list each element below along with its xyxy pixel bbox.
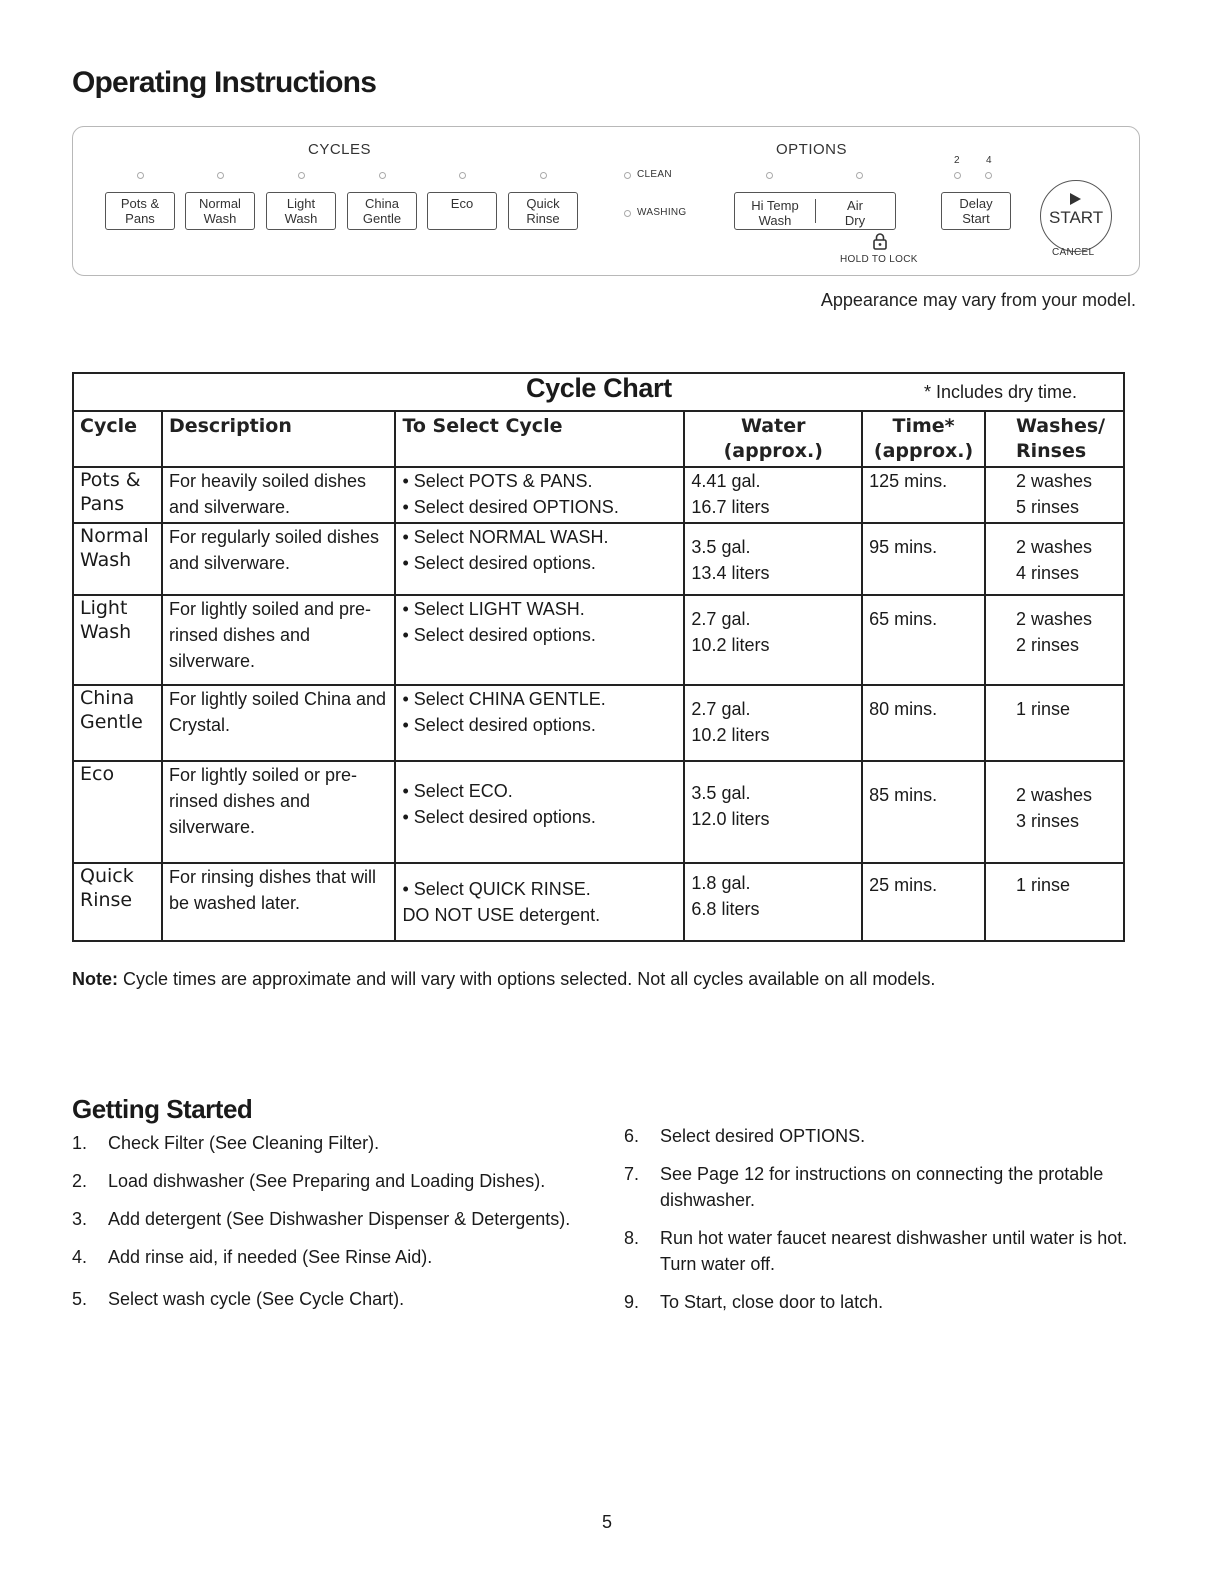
cycle-led: [459, 172, 466, 179]
table-row: [73, 685, 1124, 761]
header-cycle: Cycle: [73, 411, 162, 467]
hi-temp-label-1: Hi Temp: [751, 197, 799, 213]
rinses-value: 5 rinses: [1016, 497, 1080, 517]
air-dry-label-1: Air: [847, 197, 863, 213]
step-text: Check Filter (See Cleaning Filter).: [108, 1133, 380, 1153]
step-number: 4.: [72, 1247, 88, 1267]
water-liters: 10.2 liters: [691, 725, 770, 745]
normal-wash-label-1: Normal: [199, 196, 241, 211]
getting-started-title: Getting Started: [72, 1094, 253, 1124]
pots-pans-label-1: Pots &: [120, 196, 160, 211]
table-row: [73, 595, 1124, 685]
water-cell: [684, 685, 862, 761]
washes-rinses-cell: [985, 863, 1124, 941]
header-description: Description: [162, 411, 395, 467]
cycle-name-1: Quick: [80, 865, 134, 887]
pots-pans-label-2: Pans: [125, 211, 155, 226]
table-row: [73, 467, 1124, 523]
select-step-1: • Select CHINA GENTLE.: [402, 689, 606, 709]
quick-rinse-label-2: Rinse: [526, 211, 560, 226]
washes-value: 1 rinse: [1016, 699, 1071, 719]
water-gal: 2.7 gal.: [691, 699, 751, 719]
china-gentle-button[interactable]: [347, 192, 417, 230]
options-label: OPTIONS: [776, 141, 848, 158]
delay-led: [954, 172, 961, 179]
hi-temp-label-2: Wash: [758, 212, 792, 228]
cycle-led: [137, 172, 144, 179]
delay-2-label: 2: [954, 155, 960, 166]
table-row: [73, 761, 1124, 863]
clean-indicator-label: CLEAN: [637, 169, 672, 180]
select-step-2: • Select desired OPTIONS.: [402, 497, 619, 517]
washes-value: 2 washes: [1016, 609, 1093, 629]
header-rinses: Rinses: [1016, 440, 1087, 462]
cycle-name-1: Normal: [80, 525, 149, 547]
step-number: 1.: [72, 1133, 88, 1153]
light-wash-label-1: Light: [286, 196, 316, 211]
list-item: [624, 1289, 1149, 1315]
step-text: Add detergent (See Dishwasher Dispenser & Detergents).: [108, 1209, 571, 1229]
header-washes: Washes/: [1016, 415, 1106, 437]
step-text: Run hot water faucet nearest dishwasher until water is hot. Turn water off.: [660, 1228, 1128, 1274]
select-step-2: • Select desired options.: [402, 715, 596, 735]
delay-label-2: Start: [962, 211, 990, 226]
washes-value: 2 washes: [1016, 537, 1093, 557]
select-cell: [395, 467, 684, 523]
start-label: START: [1049, 208, 1104, 227]
rinses-value: 2 rinses: [1016, 635, 1080, 655]
washes-value: 1 rinse: [1016, 875, 1071, 895]
header-select: To Select Cycle: [395, 411, 684, 467]
description-cell: For heavily soiled dishes and silverware.: [162, 467, 395, 523]
eco-label: Eco: [450, 196, 474, 211]
china-gentle-label-1: China: [365, 196, 399, 211]
normal-wash-button[interactable]: [185, 192, 255, 230]
select-cell: [395, 685, 684, 761]
washes-rinses-cell: [985, 685, 1124, 761]
cycle-led: [540, 172, 547, 179]
header-water-1: Water: [741, 415, 806, 437]
time-cell: 95 mins.: [862, 523, 985, 595]
cycle-led: [217, 172, 224, 179]
select-step-1: • Select ECO.: [402, 781, 513, 801]
appearance-note: Appearance may vary from your model.: [820, 290, 1136, 310]
list-item: [72, 1206, 582, 1232]
cycle-name-2: Rinse: [80, 889, 133, 911]
washes-rinses-cell: [985, 523, 1124, 595]
description-cell: For rinsing dishes that will be washed later.: [162, 863, 395, 941]
water-liters: 6.8 liters: [691, 899, 760, 919]
select-cell: [395, 523, 684, 595]
hold-to-lock-label: HOLD TO LOCK: [840, 254, 918, 265]
step-text: To Start, close door to latch.: [660, 1292, 884, 1312]
water-gal: 3.5 gal.: [691, 537, 751, 557]
cycle-led: [379, 172, 386, 179]
cycle-name-2: Wash: [80, 621, 132, 643]
step-number: 5.: [72, 1289, 88, 1309]
hitemp-airdry-button-pair: [734, 192, 896, 230]
note-label: Note:: [72, 969, 118, 989]
light-wash-button[interactable]: [266, 192, 336, 230]
steps-list-right: [624, 1123, 1149, 1315]
washing-indicator-label: WASHING: [637, 207, 687, 218]
delay-label-1: Delay: [959, 196, 993, 211]
dry-time-note: * Includes dry time.: [924, 382, 1078, 402]
time-cell: 25 mins.: [862, 863, 985, 941]
cycle-name-cell: [73, 467, 162, 523]
china-gentle-label-2: Gentle: [362, 211, 402, 226]
note-text: Cycle times are approximate and will vary with options selected. Not all cycles available on all models.: [123, 969, 936, 989]
air-dry-label-2: Dry: [844, 212, 866, 228]
water-liters: 16.7 liters: [691, 497, 770, 517]
steps-list-left: [72, 1130, 582, 1312]
header-time-2: (approx.): [873, 440, 974, 462]
rinses-value: 4 rinses: [1016, 563, 1080, 583]
table-row: [73, 523, 1124, 595]
washing-led: [624, 210, 631, 217]
cycle-name-cell: [73, 523, 162, 595]
step-text: Add rinse aid, if needed (See Rinse Aid).: [108, 1247, 433, 1267]
delay-start-button[interactable]: [941, 192, 1011, 230]
list-item: [72, 1168, 582, 1194]
step-text: Select wash cycle (See Cycle Chart).: [108, 1289, 405, 1309]
cycle-name-1: Pots &: [80, 469, 141, 491]
cycle-name-1: Light: [80, 597, 128, 619]
air-dry-button[interactable]: [815, 195, 895, 228]
cycle-led: [298, 172, 305, 179]
step-number: 6.: [624, 1126, 640, 1146]
cycle-name-cell: [73, 685, 162, 761]
cycles-label: CYCLES: [308, 141, 372, 158]
washes-rinses-cell: [985, 595, 1124, 685]
header-water: [684, 411, 862, 467]
header-time: [862, 411, 985, 467]
cycle-chart-table: [72, 372, 1125, 942]
table-body: [73, 467, 1124, 941]
table-row: [73, 863, 1124, 941]
time-cell: 85 mins.: [862, 761, 985, 863]
select-step-2: DO NOT USE detergent.: [402, 905, 601, 925]
cycle-name-cell: [73, 761, 162, 863]
select-step-2: • Select desired options.: [402, 625, 596, 645]
hi-temp-wash-button[interactable]: [735, 195, 815, 228]
water-gal: 2.7 gal.: [691, 609, 751, 629]
select-step-1: • Select NORMAL WASH.: [402, 527, 609, 547]
washes-value: 2 washes: [1016, 785, 1093, 805]
list-item: [72, 1130, 582, 1156]
water-cell: [684, 761, 862, 863]
description-cell: For lightly soiled and pre-rinsed dishes and silverware.: [162, 595, 395, 685]
cycle-name-2: Gentle: [80, 711, 143, 733]
water-cell: [684, 595, 862, 685]
select-cell: [395, 595, 684, 685]
water-cell: [684, 523, 862, 595]
eco-button[interactable]: [427, 192, 497, 230]
select-step-1: • Select LIGHT WASH.: [402, 599, 585, 619]
list-item: [624, 1161, 1149, 1213]
select-step-2: • Select desired options.: [402, 807, 596, 827]
water-gal: 1.8 gal.: [691, 873, 751, 893]
list-item: [624, 1225, 1149, 1277]
cycle-name-2: Pans: [80, 493, 125, 515]
header-washes-rinses: [985, 411, 1124, 467]
cycle-name-1: China: [80, 687, 135, 709]
water-liters: 13.4 liters: [691, 563, 770, 583]
cycle-chart-title: Cycle Chart: [526, 373, 672, 403]
select-cell: [395, 761, 684, 863]
pots-pans-button[interactable]: [105, 192, 175, 230]
washes-value: 2 washes: [1016, 471, 1093, 491]
header-water-2: (approx.): [723, 440, 823, 462]
step-number: 7.: [624, 1164, 640, 1184]
time-cell: 125 mins.: [862, 467, 985, 523]
step-number: 9.: [624, 1292, 640, 1312]
clean-led: [624, 172, 631, 179]
select-cell: [395, 863, 684, 941]
time-cell: 65 mins.: [862, 595, 985, 685]
page-number: 5: [602, 1512, 613, 1532]
normal-wash-label-2: Wash: [203, 211, 237, 226]
step-text: Load dishwasher (See Preparing and Loading Dishes).: [108, 1171, 546, 1191]
step-number: 3.: [72, 1209, 88, 1229]
water-liters: 12.0 liters: [691, 809, 770, 829]
select-step-2: • Select desired options.: [402, 553, 596, 573]
cycle-name-cell: [73, 595, 162, 685]
list-item: [624, 1123, 1149, 1149]
time-cell: 80 mins.: [862, 685, 985, 761]
table-header-row: [73, 411, 1124, 467]
quick-rinse-label-1: Quick: [526, 196, 560, 211]
light-wash-label-2: Wash: [284, 211, 318, 226]
play-icon: [1068, 192, 1082, 206]
delay-led: [985, 172, 992, 179]
water-liters: 10.2 liters: [691, 635, 770, 655]
washes-rinses-cell: [985, 761, 1124, 863]
list-item: [72, 1286, 582, 1312]
washes-rinses-cell: [985, 467, 1124, 523]
header-time-1: Time*: [892, 415, 955, 437]
cycle-name-1: Eco: [80, 763, 115, 785]
lock-icon: [873, 233, 887, 250]
list-item: [72, 1244, 582, 1270]
step-text: Select desired OPTIONS.: [660, 1126, 866, 1146]
cycle-name-2: Wash: [80, 549, 132, 571]
option-led: [856, 172, 863, 179]
water-cell: [684, 467, 862, 523]
select-step-1: • Select POTS & PANS.: [402, 471, 593, 491]
page-title: Operating Instructions: [72, 66, 377, 99]
water-gal: 3.5 gal.: [691, 783, 751, 803]
step-number: 2.: [72, 1171, 88, 1191]
quick-rinse-button[interactable]: [508, 192, 578, 230]
option-led: [766, 172, 773, 179]
description-cell: For lightly soiled or pre-rinsed dishes and silverware.: [162, 761, 395, 863]
water-gal: 4.41 gal.: [691, 471, 761, 491]
button-divider: [815, 199, 816, 223]
select-step-1: • Select QUICK RINSE.: [402, 879, 591, 899]
water-cell: [684, 863, 862, 941]
description-cell: For regularly soiled dishes and silverware.: [162, 523, 395, 595]
rinses-value: 3 rinses: [1016, 811, 1080, 831]
description-cell: For lightly soiled China and Crystal.: [162, 685, 395, 761]
cancel-label: CANCEL: [1052, 247, 1095, 258]
step-text: See Page 12 for instructions on connecting the protable dishwasher.: [660, 1164, 1104, 1210]
note: [72, 969, 935, 990]
step-number: 8.: [624, 1228, 640, 1248]
delay-4-label: 4: [986, 155, 992, 166]
cycle-name-cell: [73, 863, 162, 941]
